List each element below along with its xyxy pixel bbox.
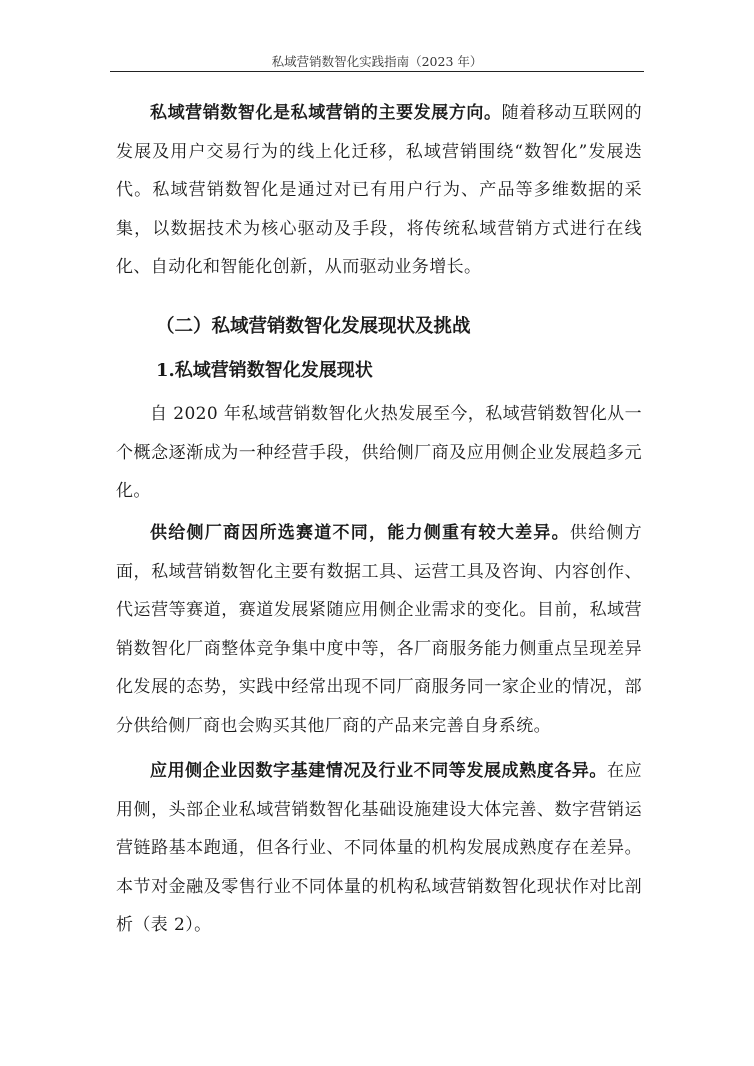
paragraph-2 xyxy=(116,514,642,746)
intro-body: 随着移动互联网的发展及用户交易行为的线上化迁移，私域营销围绕“数智化”发展迭代。私域营销数智化是通过对已有用户行为、产品等多维数据的采集，以数据技术为核心驱动及手段，将传统私域营销方式进行在线化、自动化和智能化创新，从而驱动业务增长。 xyxy=(116,103,643,278)
header-rule xyxy=(110,71,644,72)
paragraph-2-lead: 供给侧厂商因所选赛道不同，能力侧重有较大差异。 xyxy=(150,523,570,543)
paragraph-3-lead: 应用侧企业因数字基建情况及行业不同等发展成熟度各异。 xyxy=(150,761,608,781)
paragraph-1: 自 2020 年私域营销数智化火热发展至今，私域营销数智化从一个概念逐渐成为一种经营手段，供给侧厂商及应用侧企业发展趋多元化。 xyxy=(116,404,642,502)
section-heading: （二）私域营销数智化发展现状及挑战 xyxy=(156,316,471,337)
paragraph-3-body: 在应用侧，头部企业私域营销数智化基础设施建设大体完善、数字营销运营链路基本跑通，但各行业、不同体量的机构发展成熟度存在差异。本节对金融及零售行业不同体量的机构私域营销数智化现状作对比剖析（表 2）。 xyxy=(116,761,642,936)
paragraph-2-body: 供给侧方面，私域营销数智化主要有数据工具、运营工具及咨询、内容创作、代运营等赛道，赛道发展紧随应用侧企业需求的变化。目前，私域营销数智化厂商整体竞争集中度中等，各厂商服务能力侧重点呈现差异化发展的态势，实践中经常出现不同厂商服务同一家企业的情况，部分供给侧厂商也会购买其他厂商的产品来完善自身系统。 xyxy=(116,523,642,736)
paragraph-3 xyxy=(116,752,642,945)
intro-lead: 私域营销数智化是私域营销的主要发展方向。 xyxy=(150,103,502,123)
subsection-heading: 1.私域营销数智化发展现状 xyxy=(156,360,373,381)
running-header: 私域营销数智化实践指南（2023 年） xyxy=(271,54,483,69)
intro-paragraph xyxy=(116,94,642,287)
